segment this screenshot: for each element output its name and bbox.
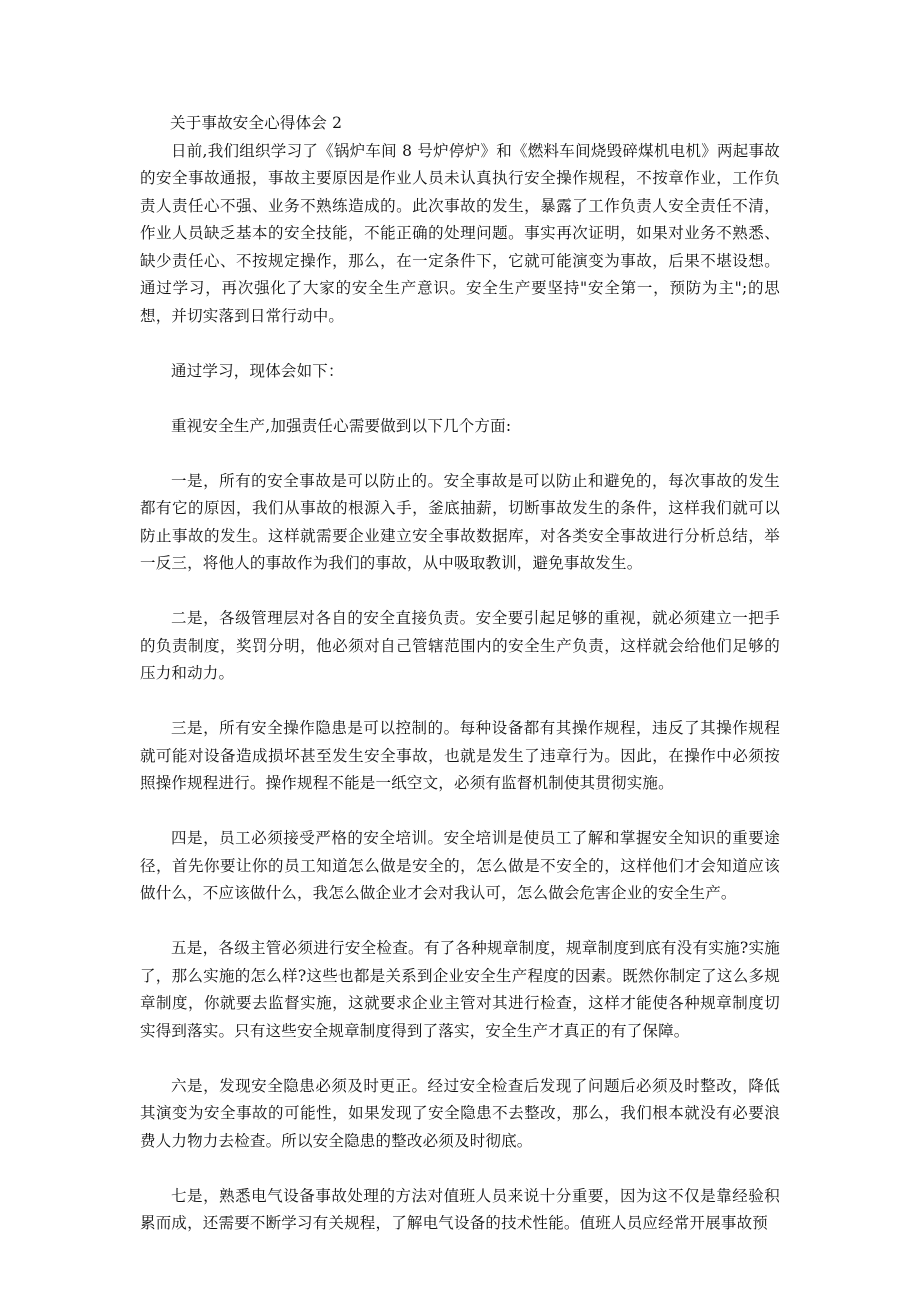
document-body — [140, 110, 780, 1238]
paragraph-aspects-lead: 重视安全生产,加强责任心需要做到以下几个方面: — [171, 416, 512, 435]
paragraph-intro: 日前,我们组织学习了《锅炉车间 8 号炉停炉》和《燃料车间烧毁碎煤机电机》两起事故的安全事故通报，事故主要原因是作业人员未认真执行安全操作规程，不按章作业，工作负责人责任心不强、业务不熟练造成的。此次事故的发生，暴露了工作负责人安全责任不清，作业人员缺乏基本的安全技能，不能正确的处理问题。事实再次证明，如果对业务不熟悉、缺少责任心、不按规定操作，那么，在一定条件下，它就可能演变为事故，后果不堪设想。通过学习，再次强化了大家的安全生产意识。安全生产要坚持"安全第一，预防为主";的思想，并切实落到日常行动中。 — [140, 141, 780, 325]
paragraph-point-4: 四是，员工必须接受严格的安全培训。安全培训是使员工了解和掌握安全知识的重要途径，首先你要让你的员工知道怎么做是安全的，怎么做是不安全的，这样他们才会知道应该做什么，不应该做什么，我怎么做企业才会对我认可，怎么做会危害企业的安全生产。 — [140, 829, 780, 902]
paragraph-point-2: 二是，各级管理层对各自的安全直接负责。安全要引起足够的重视，就必须建立一把手的负责制度，奖罚分明，他必须对自己管辖范围内的安全生产负责，这样就会给他们足够的压力和动力。 — [140, 609, 780, 682]
paragraph-point-6: 六是，发现安全隐患必须及时更正。经过安全检查后发现了问题后必须及时整改，降低其演变为安全事故的可能性，如果发现了安全隐患不去整改，那么，我们根本就没有必要浪费人力物力去检查。所以安全隐患的整改必须及时彻底。 — [140, 1076, 780, 1150]
paragraph-point-5: 五是，各级主管必须进行安全检查。有了各种规章制度，规章制度到底有没有实施?实施了，那么实施的怎么样?这些也都是关系到企业安全生产程度的因素。既然你制定了这么多规章制度，你就要去监督实施，这就要求企业主管对其进行检查，这样才能使各种规章制度切实得到落实。只有这些安全规章制度得到了落实，安全生产才真正的有了保障。 — [140, 939, 780, 1040]
paragraph-point-3: 三是，所有安全操作隐患是可以控制的。每种设备都有其操作规程，违反了其操作规程就可能对设备造成损坏甚至发生安全事故，也就是发生了违章行为。因此，在操作中必须按照操作规程进行。操作规程不能是一纸空文，必须有监督机制使其贯彻实施。 — [140, 719, 780, 792]
paragraph-point-7: 七是，熟悉电气设备事故处理的方法对值班人员来说十分重要，因为这不仅是靠经验积累而成，还需要不断学习有关规程，了解电气设备的技术性能。值班人员应经常开展事故预 — [140, 1186, 780, 1232]
paragraph-point-1: 一是，所有的安全事故是可以防止的。安全事故是可以防止和避免的，每次事故的发生都有它的原因，我们从事故的根源入手，釜底抽薪，切断事故发生的条件，这样我们就可以防止事故的发生。这样就需要企业建立安全事故数据库，对各类安全事故进行分析总结，举一反三，将他人的事故作为我们的事故，从中吸取教训，避免事故发生。 — [140, 471, 780, 572]
document-title: 关于事故安全心得体会 2 — [170, 114, 343, 132]
paragraph-summary-lead: 通过学习，现体会如下： — [171, 361, 344, 380]
